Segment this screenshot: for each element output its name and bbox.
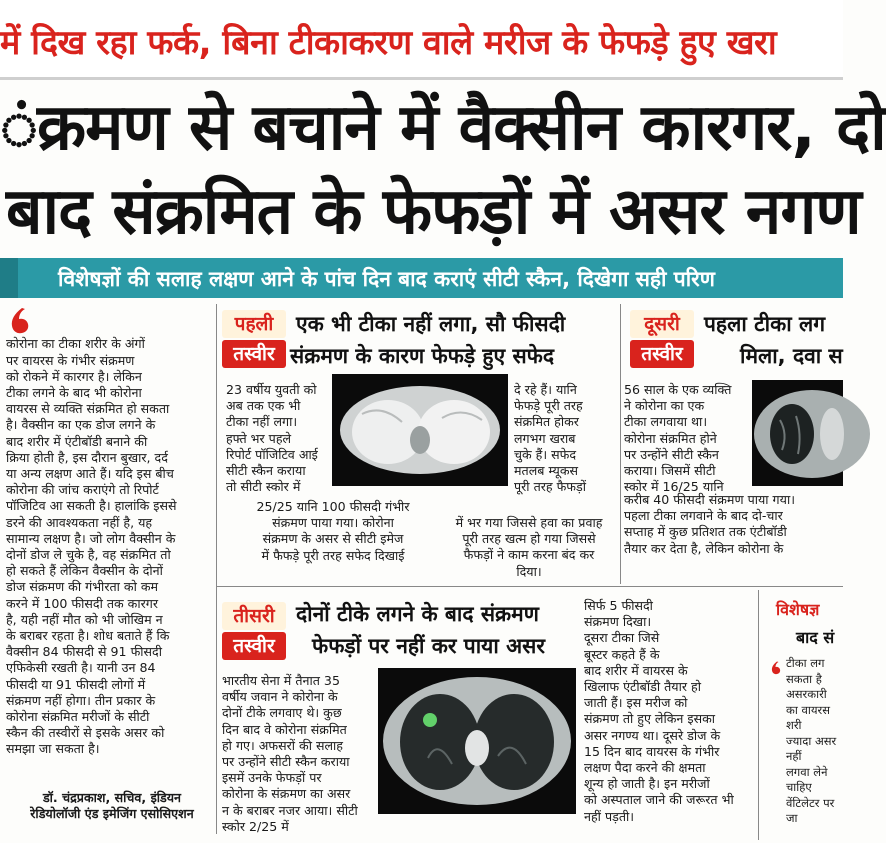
ct-scan-image-2	[752, 380, 843, 486]
section3-text-left: भारतीय सेना में तैनात 35 वर्षीय जवान ने कोरोना के दोनों टीके लगवाए थे। कुछ दिन बाद वे कोरोना संक्रमित हो गए। अफसरों की सलाह पर उन्होंने सीटी स्कैन कराया इसमें उनके फेफड़ों पर कोरोना के संक्रमण का असर न के बराबर नजर आया। सीटी स्कोर 2/25 में	[222, 673, 358, 834]
ct-scan-image-3	[378, 668, 576, 814]
column-divider-2	[620, 304, 621, 584]
section2-badge-bottom: तस्वीर	[630, 340, 694, 368]
section4-heading	[776, 596, 834, 652]
section2-badge	[630, 308, 694, 368]
section1-badge-bottom: तस्वीर	[222, 340, 286, 368]
section4-heading-1: विशेषज्ञ	[776, 600, 820, 619]
column-divider	[216, 304, 217, 834]
section1-text-right: दे रहे हैं। यानि फेफड़े पूरी तरह संक्रमित होकर लगभग खराब चुके हैं। सफेद मतलब म्यूकस पूरी तरह फैफड़ों	[514, 382, 587, 495]
ribbon-text: विशेषज्ञों की सलाह लक्षण आने के पांच दिन बाद कराएं सीटी स्कैन, दिखेगा सही परिण	[58, 267, 715, 291]
section4-text: टीका लग सकता है असरकारी का वायरस शरी ज्यादा असर नहीं लगवा लेने चाहिए वेंटिलेटर पर जा	[786, 656, 837, 825]
section3-heading-2: फेफड़ों पर नहीं कर पाया असर	[312, 634, 545, 658]
kicker-bar	[0, 0, 843, 80]
quote-mark-icon	[770, 660, 782, 676]
quote-mark-icon	[8, 306, 32, 336]
section3-text-right: सिर्फ 5 फीसदी संक्रमण दिखा। दूसरा टीका जिसे बूस्टर कहते हैं के बाद शरीर में वायरस के खिलाफ एंटीबॉडी तैयार हो जाती हैं। इस मरीज को संक्रमण तो हुए लेकिन इसका असर नगण्य था। दूसरे डोज के 15 दिन बाद वायरस के गंभीर लक्षण पैदा करने की क्षमता शून्य हो जाती है। इन मरीजों को अस्पताल जाने की जरूरत भी नहीं पड़ती।	[584, 598, 734, 824]
expert-advice-ribbon	[0, 258, 843, 298]
left-column-lead: कोरोना का टीका शरीर के अंगों पर वायरस के गंभीर संक्रमण को रोकने में कारगर है। लेकिन	[6, 336, 145, 384]
headline-line-1: ंक्रमण से बचाने में वैक्सीन कारगर, दो	[0, 91, 886, 165]
section-divider	[216, 586, 843, 587]
section2-badge-top: दूसरी	[630, 310, 694, 338]
section2-text: 56 साल के एक व्यक्ति ने कोरोना का एक टीका लगवाया था। कोरोना संक्रमित होने पर उन्होंने सीटी स्कैन कराया। जिसमें सीटी स्कोर में 16/25 यानि	[624, 382, 732, 495]
section1-badge-top: पहली	[222, 310, 286, 338]
section3-heading-1: दोनों टीके लगने के बाद संक्रमण	[296, 602, 539, 626]
section1-heading-2: संक्रमण के कारण फेफड़े हुए सफेद	[290, 344, 555, 368]
section1-badge	[222, 308, 286, 368]
section2-heading-1: पहला टीका लग	[704, 312, 826, 336]
ct-scan-partial-lungs	[752, 380, 843, 486]
ct-scan-image-1	[332, 374, 508, 486]
left-column-body: टीका लगने के बाद भी कोरोना वायरस से व्यक्ति संक्रमित हो सकता है। वैक्सीन का एक डोज लगने के बाद शरीर में एंटीबॉडी बनाने की क्रिया होती है, इस दौरान बुखार, दर्द या अन्य लक्षण आते हैं। यदि इस बीच कोरोना की जांच कराएंगे तो रिपोर्ट पॉजिटिव आ सकती है। हालांकि इससे डरने की आवश्यकता नहीं है, यह सामान्य लक्षण है। जो लोग वैक्सीन के दोनों डोज ले चुके है, वह संक्रमित तो हो सकते हैं लेकिन वैक्सीन के दोनों डोज संक्रमण की गंभीरता को कम करने में 100 फीसदी तक कारगर है, यही नहीं मौत को भी जोखिम न के बराबर रहता है। शोध बताते हैं कि वैक्सीन 84 फीसदी से 91 फीसदी एफिकेसी रखती है। यानी उन 84 फीसदी या 91 फीसदी लोगों में संक्रमण नहीं होगा। तीन प्रकार के कोरोना संक्रमित मरीजों के सीटी स्कैन की तस्वीरों से इसके असर को समझा जा सकता है।	[6, 385, 177, 757]
section3-badge	[222, 600, 286, 660]
kicker-text: में दिख रहा फर्क, बिना टीकाकरण वाले मरीज के फेफड़े हुए खरा	[0, 23, 777, 63]
byline: डॉ. चंद्रप्रकाश, सचिव, इंडियन रेडियोलॉजी एंड इमेजिंग एसोसिएशन	[30, 790, 194, 821]
section3-badge-top: तीसरी	[222, 602, 286, 630]
ct-scan-clear-lungs	[378, 668, 576, 814]
section1-heading-1: एक भी टीका नहीं लगा, सौ फीसदी	[296, 312, 566, 336]
section1-text-left: 23 वर्षीय युवती को अब तक एक भी टीका नहीं लगा। हफ्ते भर पहले रिपोर्ट पॉजिटिव आई सीटी स्कैन कराया तो सीटी स्कोर में	[226, 382, 318, 495]
left-column-article	[6, 304, 208, 816]
section3-badge-bottom: तस्वीर	[222, 632, 286, 660]
ct-scan-white-lungs	[332, 374, 508, 486]
section1-text-bottom-left: 25/25 यानि 100 फीसदी गंभीर संक्रमण पाया गया। कोरोना संक्रमण के असर से सीटी इमेज में फैफड़े पूरी तरह सफेद दिखाई	[256, 499, 410, 563]
column-divider-3	[758, 590, 759, 840]
section1-text-bottom-right: में भर गया जिससे हवा का प्रवाह पूरी तरह खत्म हो गया जिससे फैफड़ों ने काम करना बंद कर दिया।	[455, 515, 603, 579]
section4-heading-2: बाद सं	[796, 628, 835, 647]
section2-heading-2: मिला, दवा स	[740, 344, 843, 368]
headline-line-2: बाद संक्रमित के फेफड़ों में असर नगण	[6, 175, 861, 249]
section2-text-bottom: करीब 40 फीसदी संक्रमण पाया गया। पहला टीका लगवाने के बाद दो-चार सप्ताह में कुछ प्रतिशत तक एंटीबॉडी तैयार कर देता है, लेकिन कोरोना के	[624, 492, 795, 556]
